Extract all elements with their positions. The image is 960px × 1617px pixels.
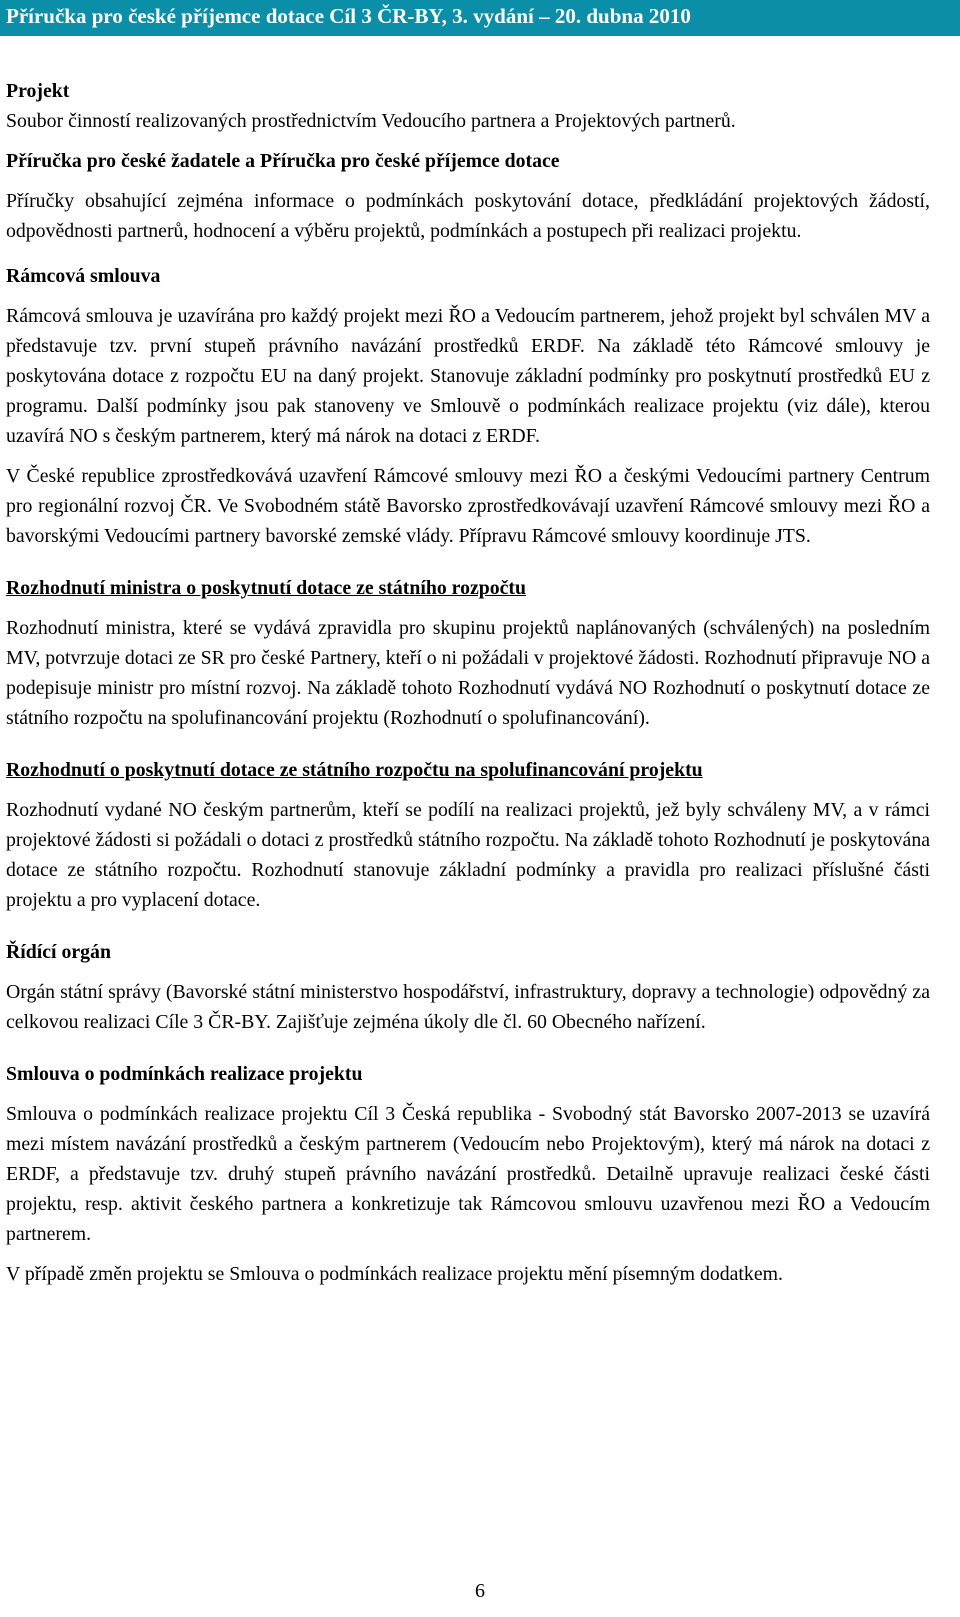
term-heading-prirucka: Příručka pro české žadatele a Příručka pro české příjemce dotace: [6, 150, 560, 172]
term-heading-smlouva-o-podminkach: Smlouva o podmínkách realizace projektu: [6, 1063, 363, 1085]
term-definition-ridici-organ: Orgán státní správy (Bavorské státní ministerstvo hospodářství, infrastruktury, dopravy a technologie) odpovědný za celkovou realizaci Cíle 3 ČR-BY. Zajišťuje zejména úkoly dle čl. 60 Obecného nařízení.: [6, 981, 930, 1033]
term-heading-ridici-organ: Řídící orgán: [6, 941, 111, 963]
term-heading-ramcova-smlouva: Rámcová smlouva: [6, 265, 161, 287]
term-definition-projekt: Soubor činností realizovaných prostřednictvím Vedoucího partnera a Projektových partnerů.: [6, 110, 736, 132]
document-body: [6, 76, 930, 1289]
term-definition-rozhodnuti-ministra: Rozhodnutí ministra, které se vydává zpravidla pro skupinu projektů naplánovaných (schválených) na posledním MV, potvrzuje dotaci ze SR pro české Partnery, kteří o ni požádali v projektové žádosti. Rozhodnutí připravuje NO a podepisuje ministr pro místní rozvoj. Na základě tohoto Rozhodnutí vydává NO Rozhodnutí o poskytnutí dotace ze státního rozpočtu na spolufinancování projektu (Rozhodnutí o spolufinancování).: [6, 617, 930, 729]
term-definition-rozhodnuti-spolufinancovani: Rozhodnutí vydané NO českým partnerům, kteří se podílí na realizaci projektů, jež byly schváleny MV, a v rámci projektové žádosti si požádali o dotaci z prostředků státního rozpočtu. Na základě tohoto Rozhodnutí je poskytována dotace ze státního rozpočtu. Rozhodnutí stanovuje základní podmínky a pravidla pro realizaci příslušné části projektu a pro vyplacení dotace.: [6, 799, 930, 911]
term-definition-ramcova-smlouva-2: V České republice zprostředkovává uzavření Rámcové smlouvy mezi ŘO a českými Vedoucími partnery Centrum pro regionální rozvoj ČR. Ve Svobodném státě Bavorsko zprostředkovávají uzavření Rámcové smlouvy mezi ŘO a bavorskými Vedoucími partnery bavorské zemské vlády. Přípravu Rámcové smlouvy koordinuje JTS.: [6, 465, 930, 547]
term-definition-ramcova-smlouva: Rámcová smlouva je uzavírána pro každý projekt mezi ŘO a Vedoucím partnerem, jehož projekt byl schválen MV a představuje tzv. první stupeň právního navázání prostředků ERDF. Na základě této Rámcové smlouvy je poskytována dotace z rozpočtu EU na daný projekt. Stanovuje základní podmínky pro poskytnutí prostředků EU z programu. Další podmínky jsou pak stanoveny ve Smlouvě o podmínkách realizace projektu (viz dále), kterou uzavírá NO s českým partnerem, který má nárok na dotaci z ERDF.: [6, 305, 930, 447]
document-header-title: Příručka pro české příjemce dotace Cíl 3 ČR-BY, 3. vydání – 20. dubna 2010: [6, 4, 691, 28]
term-heading-projekt: Projekt: [6, 80, 70, 102]
page-number: 6: [475, 1580, 485, 1602]
term-heading-rozhodnuti-spolufinancovani: Rozhodnutí o poskytnutí dotace ze státního rozpočtu na spolufinancování projektu: [6, 759, 703, 781]
header-band: [0, 0, 960, 36]
term-heading-rozhodnuti-ministra: Rozhodnutí ministra o poskytnutí dotace ze státního rozpočtu: [6, 577, 527, 599]
term-definition-prirucka: Příručky obsahující zejména informace o podmínkách poskytování dotace, předkládání projektových žádostí, odpovědnosti partnerů, hodnocení a výběru projektů, podmínkách a postupech při realizaci projektu.: [6, 190, 930, 242]
term-definition-smlouva-o-podminkach: Smlouva o podmínkách realizace projektu Cíl 3 Česká republika - Svobodný stát Bavorsko 2007-2013 se uzavírá mezi místem navázání prostředků a českým partnerem (Vedoucím nebo Projektovým), který má nárok na dotaci z ERDF, a představuje tzv. druhý stupeň právního navázání prostředků. Detailně upravuje realizaci české části projektu, resp. aktivit českého partnera a konkretizuje tak Rámcovou smlouvu uzavřenou mezi ŘO a Vedoucím partnerem.: [6, 1103, 930, 1245]
term-definition-smlouva-o-podminkach-2: V případě změn projektu se Smlouva o podmínkách realizace projektu mění písemným dodatkem.: [6, 1263, 783, 1285]
